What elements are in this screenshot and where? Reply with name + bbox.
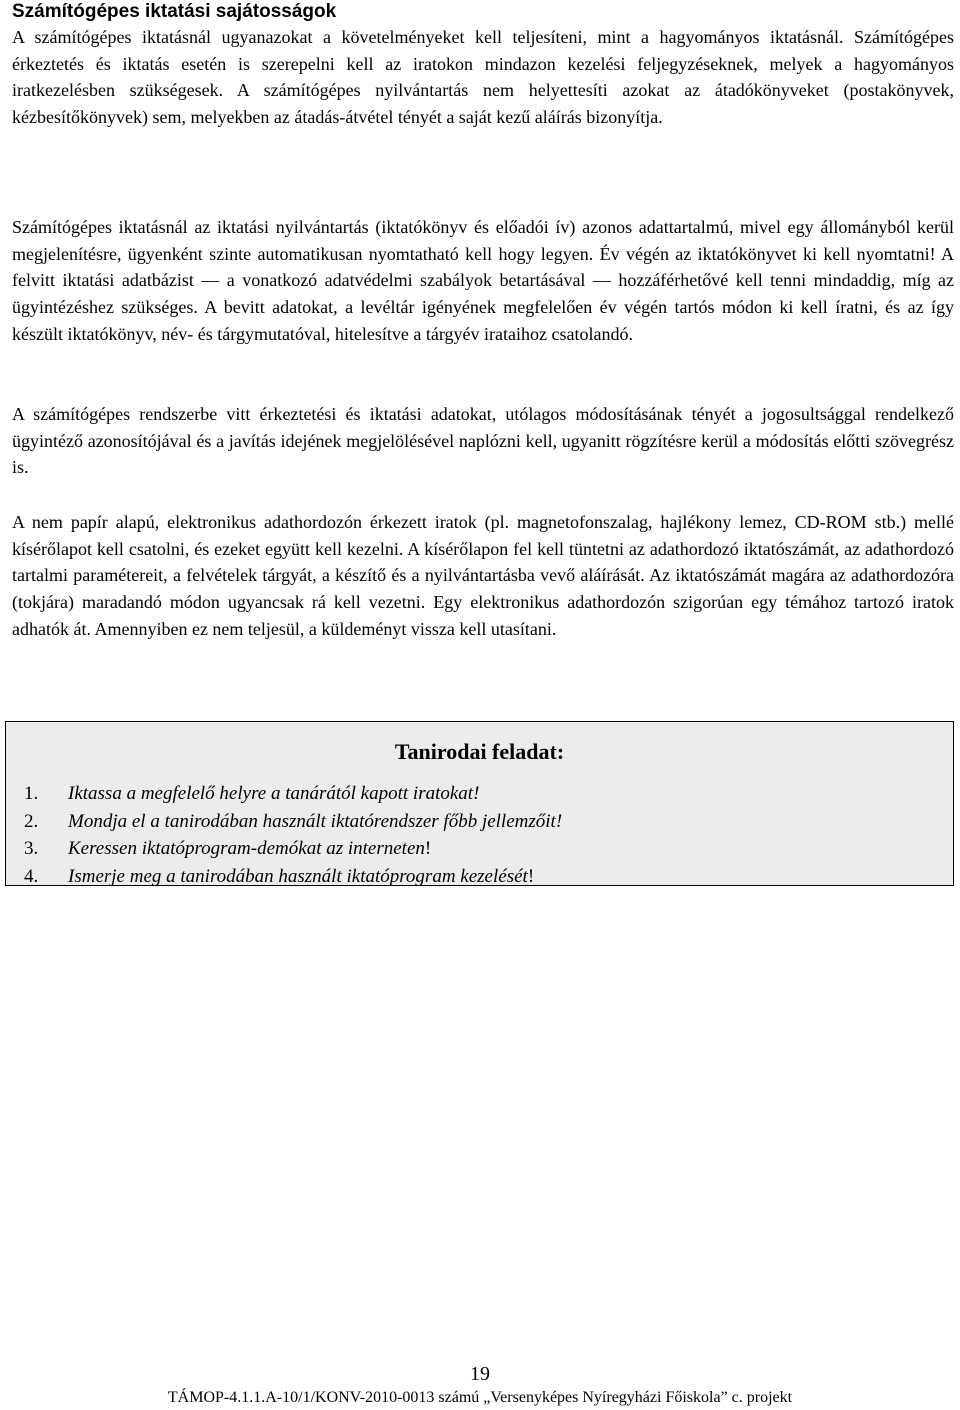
page-number: 19 — [470, 1363, 490, 1385]
task-number: 1. — [24, 783, 39, 804]
paragraph-1: A számítógépes iktatásnál ugyanazokat a követelményeket kell teljesíteni, mint a hagyományos iktatásnál. Számítógépes érkeztetés és iktatás esetén is szerepelni kell az iratokon mindazon kezelési feljegyzéseknek, melyek a hagyományos iratkezelésben szükségesek. A számítógépes nyilvántartás nem helyettesíti azokat az átadókönyveket (postakönyvek, kézbesítőkönyvek) sem, melyekben az átadás-átvétel tényét a saját kezű aláírás bizonyítja. — [12, 27, 954, 128]
page-footer: TÁMOP-4.1.1.A-10/1/KONV-2010-0013 számú „Versenyképes Nyíregyházi Főiskola” c. projekt — [167, 1389, 793, 1406]
task-text: Mondja el a tanirodában használt iktatórendszer főbb jellemzőit! — [68, 810, 563, 832]
paragraph-3: A számítógépes rendszerbe vitt érkeztetési és iktatási adatokat, utólagos módosításának tényét a jogosultsággal rendelkező ügyintéző azonosítójával és a javítás idejének megjelölésével naplózni kell, ugyanitt rögzítésre kerül a módosítás előtti szövegrész is. — [12, 404, 954, 478]
task-title: Tanirodai feladat: — [394, 739, 565, 764]
paragraph-2: Számítógépes iktatásnál az iktatási nyilvántartás (iktatókönyv és előadói ív) azonos adattartalmú, mivel egy állományból kerül megjelenítésre, ügyenként szinte automatikusan nyomtatható kell hogy legyen. Év végén az iktatókönyvet ki kell nyomtatni! A felvitt iktatási adatbázist — a vonatkozó adatvédelmi szabályok betartásával — hozzáférhetővé kell tenni mindaddig, míg az ügyintézéshez szükséges. A bevitt adatokat, a levéltár igényének megfelelően év végén tartós módon ki kell íratni, és az így készült iktatókönyv, név- és tárgymutatóval, hitelesítve a tárgyév irataihoz csatolandó. — [12, 217, 954, 344]
task-suffix: ! — [527, 865, 535, 887]
task-box — [5, 721, 954, 886]
task-number: 4. — [24, 865, 39, 887]
task-text: Keressen iktatóprogram-demókat az interneten — [68, 838, 425, 859]
task-item — [24, 835, 562, 863]
paragraph-4: A nem papír alapú, elektronikus adathordozón érkezett iratok (pl. magnetofonszalag, hajlékony lemez, CD-ROM stb.) mellé kísérőlapot kell csatolni, és ezeket együtt kell kezelni. A kísérőlapon fel kell tüntetni az adathordozó iktatószámát, az adathordozó tartalmi paramétereit, a felvételek tárgyát, a készítő és a nyilvántartásba vevő aláírását. Az iktatószámát magára az adathordozóra (tokjára) maradandó módon ugyancsak rá kell vezetni. Egy elektronikus adathordozón szigorúan egy témához tartozó iratok adhatók át. Amennyiben ez nem teljesül, a küldeményt vissza kell utasítani. — [12, 512, 954, 639]
task-item — [24, 808, 562, 836]
task-text: Iktassa a megfelelő helyre a tanárától kapott iratokat! — [68, 783, 480, 804]
task-number: 2. — [24, 810, 39, 832]
task-item — [24, 780, 562, 808]
task-suffix: ! — [424, 838, 432, 859]
task-number: 3. — [24, 838, 39, 859]
task-item — [24, 863, 562, 891]
task-text: Ismerje meg a tanirodában használt iktatóprogram kezelését — [68, 865, 528, 887]
task-list — [24, 780, 562, 890]
section-heading: Számítógépes iktatási sajátosságok — [12, 1, 337, 22]
